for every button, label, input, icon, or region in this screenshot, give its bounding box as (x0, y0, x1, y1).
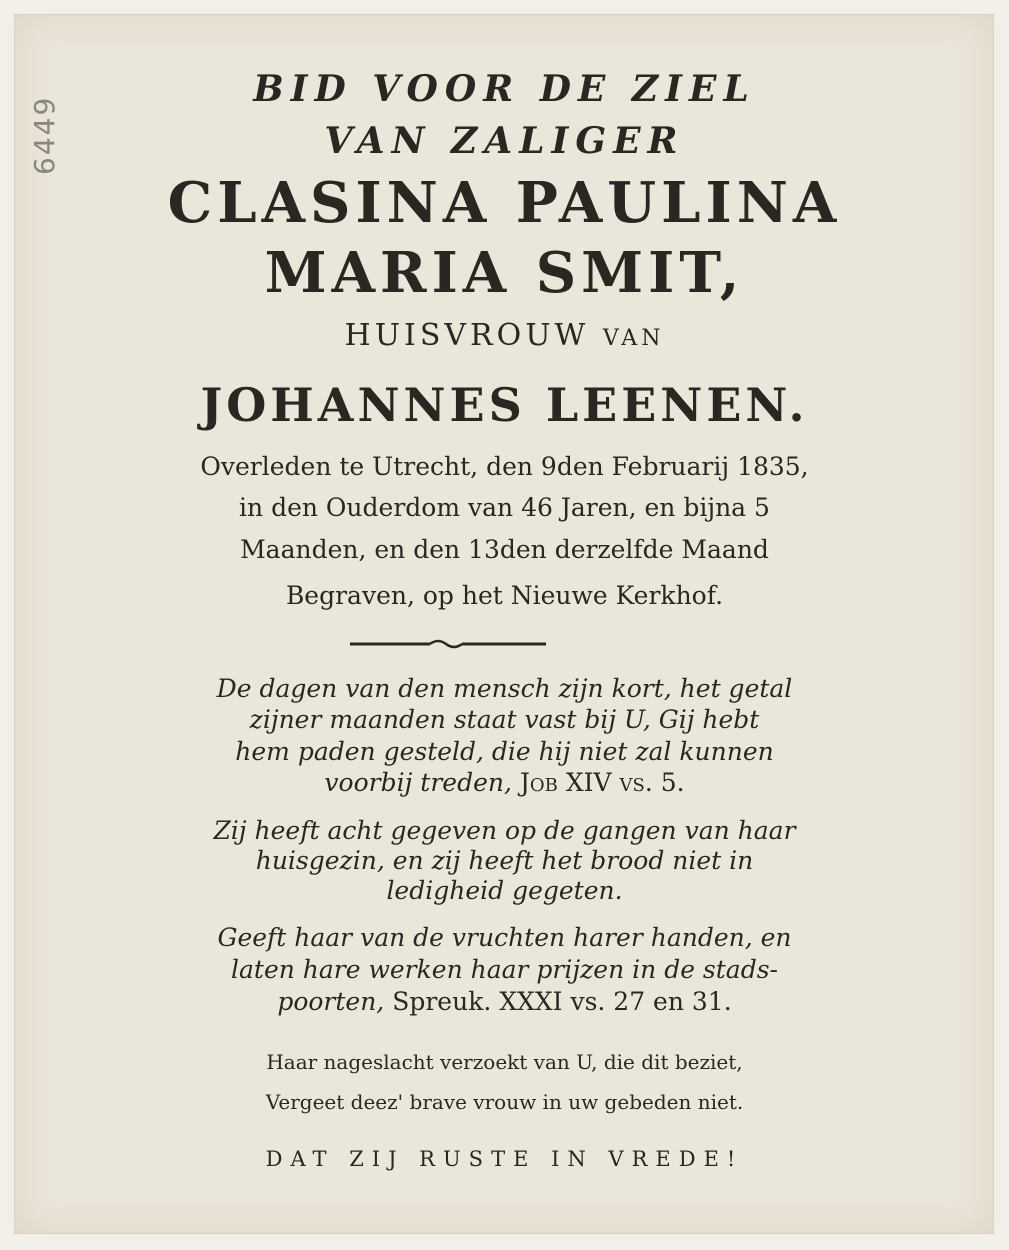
handwritten-number: 6449 (28, 95, 61, 175)
details-line-2: in den Ouderdom van 46 Jaren, en bijna 5 (239, 493, 770, 522)
deceased-name-line-1: CLASINA PAULINA (167, 170, 842, 236)
details-line-1: Overleden te Utrecht, den 9den Februarij 1835, (200, 452, 809, 481)
verse1-line-4-text: voorbij treden, (324, 768, 512, 797)
verse3-line-3-text: poorten, (277, 987, 385, 1016)
details-line-4: Begraven, op het Nieuwe Kerkhof. (285, 581, 724, 610)
poem-line-1: Haar nageslacht verzoekt van U, die dit beziet, (266, 1050, 743, 1074)
closing-line: DAT ZIJ RUSTE IN VREDE! (265, 1147, 744, 1171)
heading-line-1: BID VOOR DE ZIEL (253, 68, 756, 110)
husband-name: JOHANNES LEENEN. (200, 378, 809, 432)
verse3-line-1: Geeft haar van de vruchten harer handen, en (217, 923, 792, 952)
verse3-line-3 (0, 987, 1009, 1016)
verse2-line-3: ledigheid gegeten. (386, 876, 623, 905)
poem-line-2: Vergeet deez' brave vrouw in uw gebeden niet. (265, 1090, 744, 1114)
ornamental-divider (350, 636, 546, 650)
relation-van: VAN (602, 326, 665, 351)
deceased-name-line-2: MARIA SMIT, (264, 240, 745, 306)
verse1-line-1: De dagen van den mensch zijn kort, het getal (216, 674, 793, 703)
verse1-line-3: hem paden gesteld, die hij niet zal kunnen (235, 737, 774, 766)
relation-word: HUISVROUW (344, 318, 590, 353)
verse1-line-4 (0, 768, 1009, 797)
verse2-line-1: Zij heeft acht gegeven op de gangen van haar (213, 816, 796, 845)
verse3-line-2: laten hare werken haar prijzen in de stads- (231, 955, 778, 984)
verse1-reference: Job XIV vs. 5. (519, 768, 685, 797)
verse3-reference: Spreuk. XXXI vs. 27 en 31. (392, 987, 732, 1016)
relation-line (0, 318, 1009, 353)
details-line-3: Maanden, en den 13den derzelfde Maand (240, 535, 769, 564)
verse1-line-2: zijner maanden staat vast bij U, Gij hebt (249, 705, 760, 734)
heading-line-2: VAN ZALIGER (324, 120, 685, 162)
verse2-line-2: huisgezin, en zij heeft het brood niet in (255, 846, 754, 875)
